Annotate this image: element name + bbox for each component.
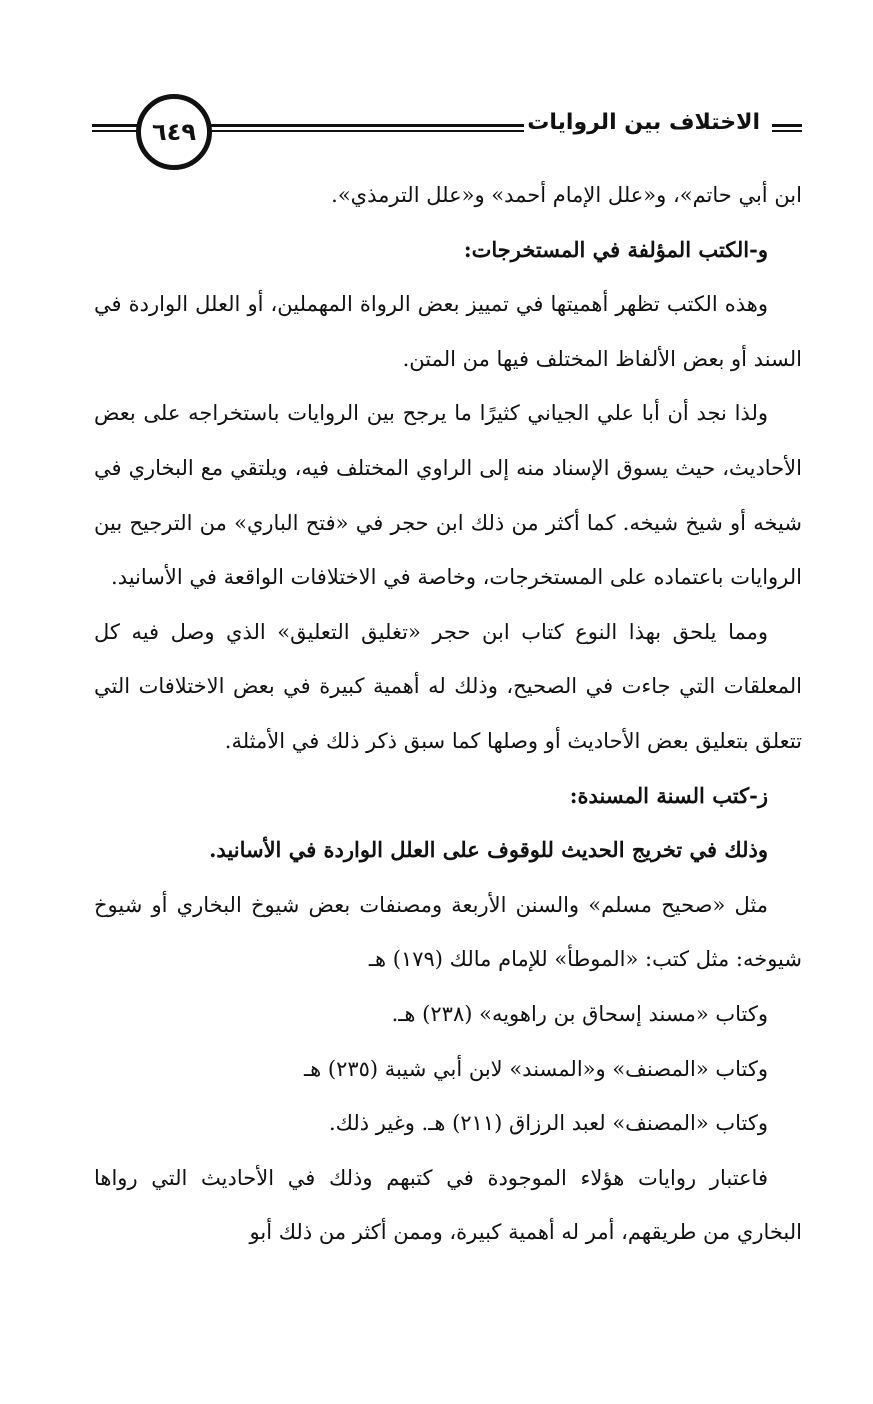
body-text	[94, 168, 802, 1260]
paragraph-4: وذلك في تخريج الحديث للوقوف على العلل الواردة في الأسانيد.	[209, 837, 768, 863]
paragraph-2: ولذا نجد أن أبا علي الجياني كثيرًا ما يرجح بين الروايات باستخراجه على بعض الأحاديث، حيث يسوق الإسناد منه إلى الراوي المختلف فيه، ويلتقي مع البخاري في شيخه أو شيخ شيخه. كما أكثر من ذلك ابن حجر في «فتح الباري» من الترجيح بين الروايات باعتماده على المستخرجات، وخاصة في الاختلافات الواقعة في الأسانيد.	[94, 401, 802, 590]
continuation-line: ابن أبي حاتم»، و«علل الإمام أحمد» و«علل الترمذي».	[331, 183, 802, 207]
header-rule-left	[92, 124, 138, 134]
paragraph-1: وهذه الكتب تظهر أهميتها في تمييز بعض الرواة المهملين، أو العلل الواردة في السند أو بعض الألفاظ المختلف فيها من المتن.	[94, 292, 802, 371]
header-rule-middle	[210, 124, 524, 134]
paragraph-3: ومما يلحق بهذا النوع كتاب ابن حجر «تغليق التعليق» الذي وصل فيه كل المعلقات التي جاءت في الصحيح، وذلك له أهمية كبيرة في بعض الاختلافات التي تتعلق بتعليق بعض الأحاديث أو وصلها كما سبق ذكر ذلك في الأمثلة.	[94, 619, 802, 753]
page-number-text: ٦٤٩	[152, 118, 196, 146]
reference-line-2: وكتاب «المصنف» و«المسند» لابن أبي شيبة (٢٣٥) هـ	[303, 1056, 768, 1081]
page-header	[92, 88, 802, 178]
section-heading-waw: و-الكتب المؤلفة في المستخرجات:	[463, 236, 768, 262]
section-heading-zay: ز-كتب السنة المسندة:	[569, 782, 768, 808]
page-number	[136, 94, 212, 170]
header-rule-right	[772, 124, 802, 134]
running-title: الاختلاف بين الروايات	[527, 110, 760, 135]
paragraph-6: فاعتبار روايات هؤلاء الموجودة في كتبهم وذلك في الأحاديث التي رواها البخاري من طريقهم، أمر له أهمية كبيرة، وممن أكثر من ذلك أبو	[94, 1165, 802, 1245]
paragraph-5: مثل «صحيح مسلم» والسنن الأربعة ومصنفات بعض شيوخ البخاري أو شيوخ شيوخه: مثل كتب: «الموطأ» للإمام مالك (١٧٩) هـ	[94, 892, 802, 972]
reference-line-3: وكتاب «المصنف» لعبد الرزاق (٢١١) هـ. وغير ذلك.	[328, 1111, 768, 1136]
reference-line-1: وكتاب «مسند إسحاق بن راهويه» (٢٣٨) هـ.	[391, 1001, 768, 1026]
